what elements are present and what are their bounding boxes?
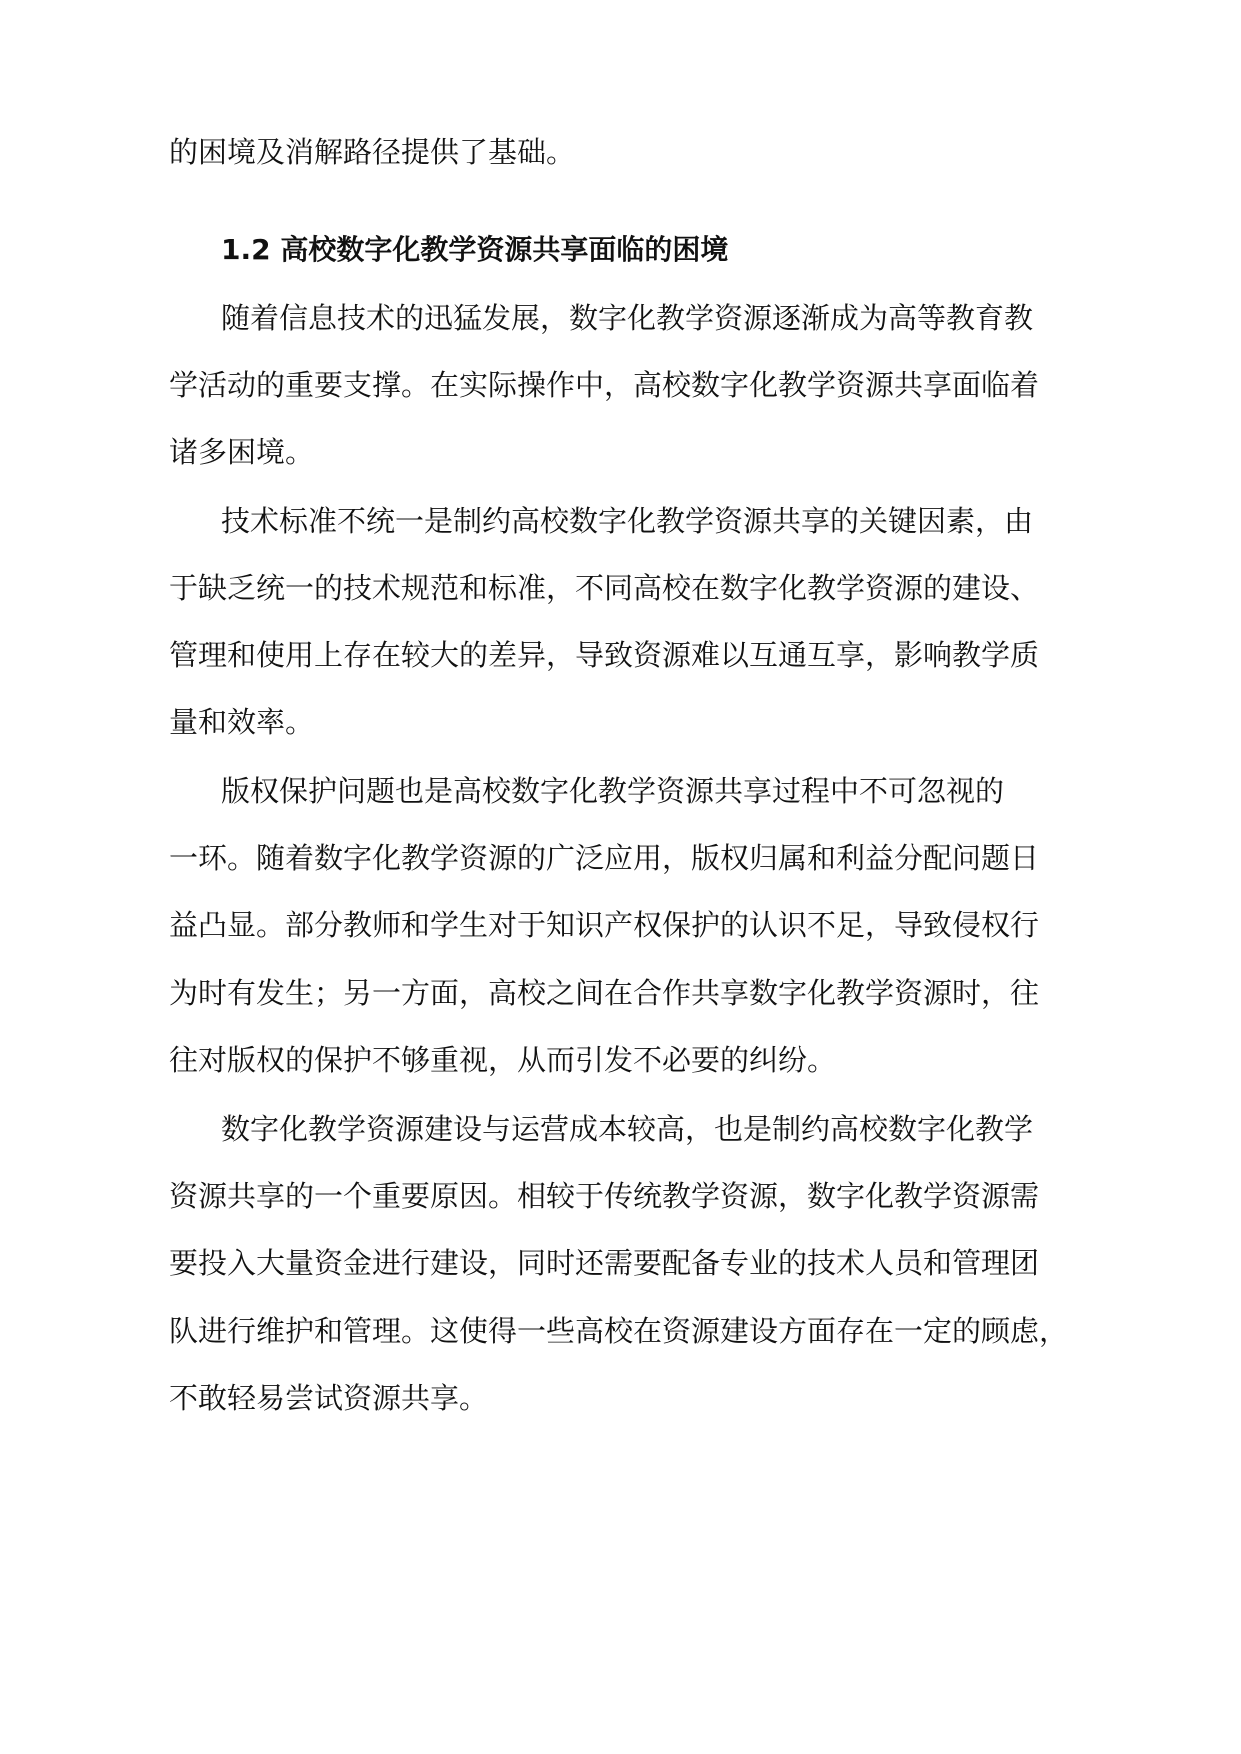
paragraph-3-line-1: 版权保护问题也是高校数字化教学资源共享过程中不可忽视的 xyxy=(221,774,1005,808)
paragraph-4-line-4: 队进行维护和管理。这使得一些高校在资源建设方面存在一定的顾虑， xyxy=(169,1314,1069,1348)
section-heading: 1.2 高校数字化教学资源共享面临的困境 xyxy=(221,233,729,266)
paragraph-4-line-1: 数字化教学资源建设与运营成本较高，也是制约高校数字化教学 xyxy=(221,1112,1034,1146)
paragraph-1-line-3: 诸多困境。 xyxy=(169,435,315,469)
intro-tail-line: 的困境及消解路径提供了基础。 xyxy=(169,135,576,169)
paragraph-4-line-2: 资源共享的一个重要原因。相较于传统教学资源，数字化教学资源需 xyxy=(169,1179,1040,1213)
paragraph-3-line-3: 益凸显。部分教师和学生对于知识产权保护的认识不足，导致侵权行 xyxy=(169,908,1040,942)
paragraph-2-line-4: 量和效率。 xyxy=(169,705,315,739)
paragraph-3-line-2: 一环。随着数字化教学资源的广泛应用，版权归属和利益分配问题日 xyxy=(169,841,1040,875)
paragraph-1-line-2: 学活动的重要支撑。在实际操作中，高校数字化教学资源共享面临着 xyxy=(169,368,1040,402)
paragraph-2-line-1: 技术标准不统一是制约高校数字化教学资源共享的关键因素，由 xyxy=(221,504,1034,538)
paragraph-3-line-5: 往对版权的保护不够重视，从而引发不必要的纠纷。 xyxy=(169,1043,837,1077)
paragraph-1-line-1: 随着信息技术的迅猛发展，数字化教学资源逐渐成为高等教育教 xyxy=(221,301,1034,335)
paragraph-4-line-5: 不敢轻易尝试资源共享。 xyxy=(169,1381,489,1415)
paragraph-3-line-4: 为时有发生；另一方面，高校之间在合作共享数字化教学资源时，往 xyxy=(169,976,1040,1010)
paragraph-2-line-2: 于缺乏统一的技术规范和标准，不同高校在数字化教学资源的建设、 xyxy=(169,571,1040,605)
paragraph-2-line-3: 管理和使用上存在较大的差异，导致资源难以互通互享，影响教学质 xyxy=(169,638,1040,672)
paragraph-4-line-3: 要投入大量资金进行建设，同时还需要配备专业的技术人员和管理团 xyxy=(169,1246,1040,1280)
